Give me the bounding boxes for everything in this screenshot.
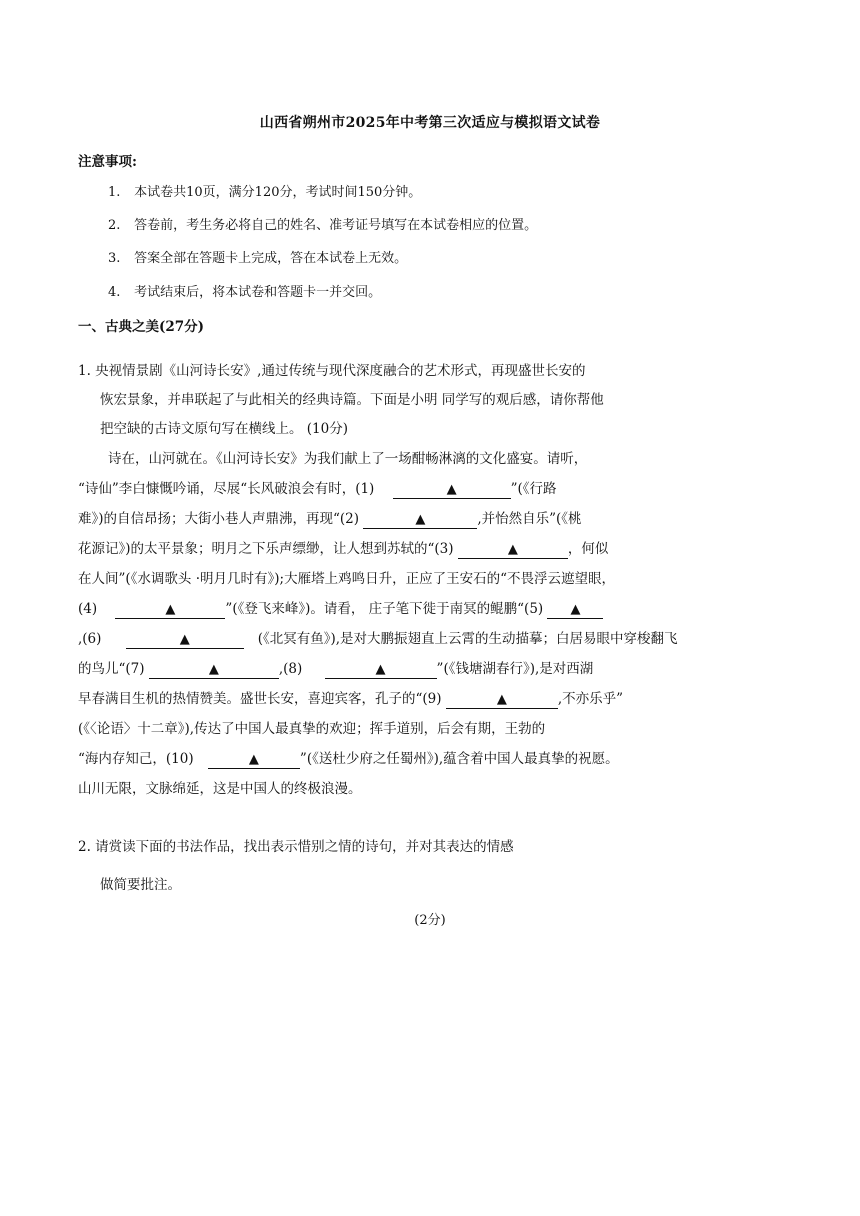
answer-blank-8[interactable] (325, 660, 437, 679)
passage-line (78, 744, 706, 774)
passage-text: ”(《行路 (510, 481, 557, 497)
question-1-line: 恢宏景象，并串联起了与此相关的经典诗篇。下面是小明 同学写的观后感，请你帮他 (100, 392, 604, 408)
passage-line: (《〈论语〉十二章》),传达了中国人最真挚的欢迎；挥手道别，后会有期，王勃的 (78, 721, 546, 737)
passage-text: ，何似 (567, 541, 609, 557)
passage-text: ”(《送杜少府之任蜀州》),蕴含着中国人最真挚的祝愿。 (299, 751, 619, 767)
passage-line (78, 534, 706, 564)
notice-item-number: 1. (108, 185, 121, 200)
notice-item-text: 本试卷共10页，满分120分，考试时间150分钟。 (134, 185, 422, 200)
triangle-marker-icon: ▲ (507, 542, 518, 557)
notice-item (108, 247, 407, 266)
passage-text: (4) (78, 601, 98, 617)
answer-blank-9[interactable] (446, 690, 558, 709)
passage-line (78, 624, 706, 654)
question-1-line: 把空缺的古诗文原句写在横线上。 (10分) (100, 421, 349, 437)
notice-item (108, 181, 421, 200)
answer-blank-4[interactable] (115, 600, 225, 619)
passage-text: 早春满目生机的热情赞美。盛世长安，喜迎宾客，孔子的“(9) (78, 691, 442, 707)
question-1-line: 1. 央视情景剧《山河诗长安》,通过传统与现代深度融合的艺术形式，再现盛世长安的 (78, 363, 586, 379)
notice-item (108, 281, 381, 300)
triangle-marker-icon: ▲ (208, 662, 219, 677)
passage-line (78, 684, 706, 714)
answer-blank-3[interactable] (458, 540, 568, 559)
question-2-line: 做简要批注。 (100, 877, 181, 893)
notice-item-text: 考试结束后，将本试卷和答题卡一并交回。 (134, 285, 382, 300)
answer-blank-10[interactable] (208, 750, 300, 769)
passage-text: ,并怡然自乐”(《桃 (477, 511, 582, 527)
triangle-marker-icon: ▲ (179, 632, 190, 647)
passage-text: ”(《钱塘湖春行》),是对西湖 (436, 661, 594, 677)
answer-blank-6[interactable] (126, 630, 244, 649)
notice-item-number: 3. (108, 251, 121, 266)
passage-text: ,不亦乐乎” (557, 691, 624, 707)
passage-line (78, 654, 706, 684)
answer-blank-2[interactable] (363, 510, 477, 529)
passage-line: 山川无限，文脉绵延，这是中国人的终极浪漫。 (78, 781, 362, 797)
question-2-line: 2. 请赏读下面的书法作品，找出表示惜别之情的诗句，并对其表达的情感 (78, 839, 514, 855)
passage-line (78, 474, 706, 504)
passage-text: ,(6) (78, 631, 102, 647)
triangle-marker-icon: ▲ (165, 602, 176, 617)
triangle-marker-icon: ▲ (375, 662, 386, 677)
passage-text: 难》)的自信昂扬；大街小巷人声鼎沸，再现“(2) (78, 511, 360, 527)
question-2-score: (2分) (414, 913, 446, 928)
triangle-marker-icon: ▲ (248, 752, 259, 767)
section-heading: 一、古典之美(27分) (78, 319, 205, 335)
passage-text: “诗仙”李白慷慨吟诵，尽展“长风破浪会有时，(1) (78, 481, 375, 497)
notice-item-text: 答卷前，考生务必将自己的姓名、准考证号填写在本试卷相应的位置。 (134, 218, 538, 233)
notice-item (108, 214, 537, 233)
triangle-marker-icon: ▲ (496, 692, 507, 707)
passage-line: 在人间”(《水调歌头 ·明月几时有》);大雁塔上鸡鸣日升，正应了王安石的“不畏浮云遮望眼， (78, 571, 615, 587)
passage-text: ,(8) (278, 661, 303, 677)
triangle-marker-icon: ▲ (415, 512, 426, 527)
notice-heading: 注意事项: (78, 154, 137, 170)
notice-item-text: 答案全部在答题卡上完成，答在本试卷上无效。 (134, 251, 408, 266)
passage-text: 花源记》)的太平景象；明月之下乐声缥缈，让人想到苏轼的“(3) (78, 541, 454, 557)
passage-text: ”(《登飞来峰》)。请看， 庄子笔下徙于南冥的鲲鹏“(5) (225, 601, 544, 617)
triangle-marker-icon: ▲ (570, 602, 581, 617)
question-1-passage (78, 444, 706, 804)
notice-item-number: 2. (108, 218, 121, 233)
notice-item-number: 4. (108, 285, 121, 300)
passage-text: (《北冥有鱼》),是对大鹏振翅直上云霄的生动描摹；白居易眼中穿梭翻飞 (257, 631, 678, 647)
passage-text: “海内存知己，(10) (78, 751, 194, 767)
answer-blank-5[interactable] (547, 600, 603, 619)
passage-line: 诗在，山河就在。《山河诗长安》为我们献上了一场酣畅淋漓的文化盛宴。请听， (108, 451, 588, 467)
answer-blank-1[interactable] (393, 480, 511, 499)
page-title: 山西省朔州市2025年中考第三次适应与模拟语文试卷 (259, 115, 601, 131)
passage-line (78, 504, 706, 534)
triangle-marker-icon: ▲ (446, 482, 457, 497)
answer-blank-7[interactable] (149, 660, 279, 679)
passage-text: 的鸟儿“(7) (78, 661, 145, 677)
passage-line (78, 594, 706, 624)
